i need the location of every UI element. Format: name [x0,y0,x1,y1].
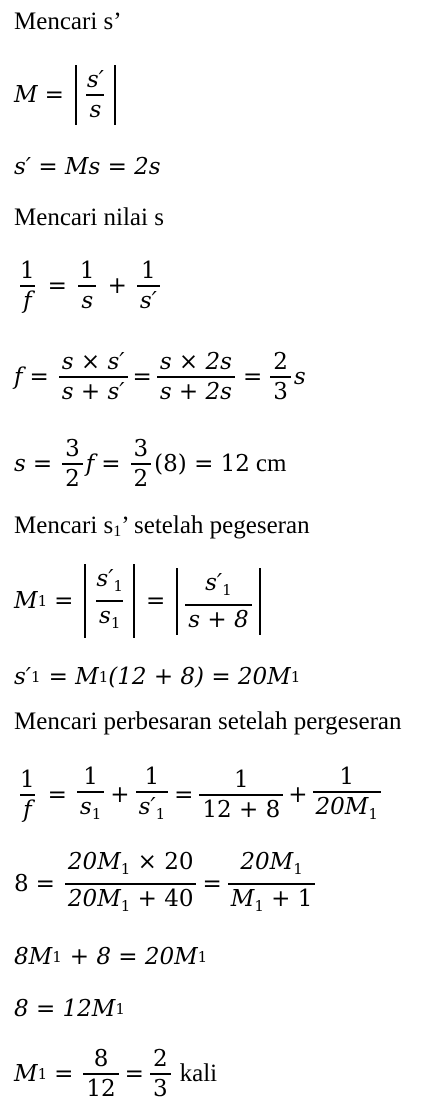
subscript: 1 [155,804,166,823]
denominator: 3 [270,376,291,405]
equation-substitution [14,850,318,918]
fraction [59,349,128,405]
numerator: 3 [65,436,80,462]
equation-s1-prime [14,660,300,694]
heading-find-magnification [14,707,402,737]
numerator: s′ [86,67,104,93]
denominator [228,883,316,919]
equation-expand [14,940,207,974]
fraction [65,849,197,919]
numerator: 2 [273,349,288,375]
numerator: 8 [93,1046,109,1072]
unit-label: cm [255,450,287,477]
numerator: 1 [144,763,160,790]
heading-text: Mencari nilai s [14,204,164,231]
denominator: 12 [83,1073,118,1102]
absolute-value [84,564,135,638]
equation-magnification [14,62,120,128]
equation-lens [14,253,163,319]
subscript: 1 [197,948,208,966]
subscript: 1 [293,860,303,878]
value-8: 8 [14,871,29,897]
fraction [150,1046,171,1102]
symbol: 20M [67,849,121,875]
subscript: 1 [113,577,123,595]
equals: = [242,364,263,390]
heading-text: Mencari s [14,512,114,539]
symbol-s-prime: s′ [14,664,32,690]
numerator: 1 [339,763,354,790]
heading-text: Mencari s’ [14,8,122,35]
fraction [83,1046,118,1102]
plus: + [110,782,130,808]
equals: = [47,782,67,808]
term: + 40 [137,886,194,912]
heading-find-s1-prime [14,511,310,547]
denominator [313,791,381,827]
fraction [228,849,316,919]
denominator: s + s′ [59,376,128,405]
equals: = [29,364,49,390]
subscript: 1 [52,948,62,966]
numerator: 1 [79,258,95,284]
numerator [202,570,235,604]
equation-lens-shifted [14,758,384,832]
fraction [93,566,126,636]
equals: = [32,451,53,477]
denominator: s + 8 [185,604,251,633]
subscript: 1 [31,668,41,686]
term: × 20 [137,849,194,875]
numerator: 1 [20,767,35,793]
heading-text: Mencari perbesaran setelah pergeseran [14,708,402,735]
equals: = [124,1061,144,1087]
absolute-value [75,65,116,125]
equals: = [202,871,222,897]
numerator: 2 [152,1046,168,1072]
numerator: s × s′ [61,349,125,375]
denominator [77,791,104,827]
equals: = [54,1061,74,1087]
term: + 8 = 20M [69,944,198,970]
term: 8M [14,944,53,970]
denominator: 3 [150,1073,171,1102]
denominator: f [20,285,35,314]
term: 8 = 12M [14,996,116,1022]
denominator [96,600,123,636]
denominator: s′ [137,285,160,314]
symbol: s′ [96,566,114,592]
equation-object-distance [14,431,286,497]
equals: = [54,588,74,614]
fraction [157,349,235,405]
symbol: 20M [240,849,294,875]
equation-text: s′ = Ms = 2s [14,154,161,180]
symbol: s′ [205,569,223,596]
subscript: 1 [222,580,232,599]
fraction [77,258,98,314]
fraction [313,764,381,827]
numerator: 1 [20,258,35,284]
numerator: 1 [83,763,98,790]
symbol-f: f [85,451,95,477]
heading-find-s-prime [14,7,122,37]
unit-label: kali [179,1060,218,1087]
equation-focal-length [14,344,306,410]
subscript: 1 [120,897,131,915]
symbol: M [230,886,255,912]
subscript: 1 [37,1065,48,1083]
absolute-value [176,568,260,635]
symbol-M: M [14,1061,38,1087]
denominator: 2 [62,463,83,492]
symbol: 20M [315,793,369,820]
equals: = [101,451,121,477]
equation-text: = M [48,664,99,690]
term: + 1 [271,886,313,912]
heading-text-tail: ’ setelah pegeseran [121,512,310,539]
symbol-M: M [14,82,38,108]
value-text: (8) = 12 [154,451,250,477]
fraction [136,764,169,827]
subscript: 1 [91,804,102,823]
symbol-s: s [293,364,306,390]
fraction [17,258,38,314]
equation-new-magnification [14,563,265,639]
denominator: s [86,94,104,123]
denominator [65,883,197,919]
subscript: 1 [37,592,48,610]
denominator: f [20,794,35,823]
equals: = [44,82,64,108]
plus: + [107,273,127,299]
equals: = [132,364,152,390]
equation-text: (12 + 8) = 20M [108,664,291,690]
symbol: s [79,793,92,820]
subscript: 1 [254,897,264,915]
fraction [199,767,283,823]
plus: + [288,782,308,808]
equals: = [145,588,166,614]
numerator: 1 [141,258,156,284]
symbol-M: M [14,588,38,614]
equation-s-prime [14,150,161,184]
fraction [17,767,38,823]
heading-find-s [14,203,164,233]
subscript: 1 [290,668,301,686]
subscript: 1 [110,614,121,632]
numerator [65,849,197,883]
equals: = [174,782,194,808]
denominator: s [78,285,96,314]
heading-subscript: 1 [113,523,122,540]
denominator: 12 + 8 [199,794,283,823]
numerator: s × 2s [159,349,232,375]
subscript: 1 [98,668,109,686]
denominator [136,791,169,827]
symbol: s [99,603,111,629]
subscript: 1 [120,860,131,878]
fraction [62,436,83,492]
fraction [84,67,107,123]
fraction [185,570,251,633]
numerator: 3 [133,436,149,462]
equation-final-answer [14,1040,217,1108]
fraction [77,764,104,827]
subscript: 1 [368,804,378,823]
numerator: 1 [234,767,249,793]
symbol: s′ [138,793,156,820]
symbol-f: f [14,364,23,390]
subscript: 1 [115,1000,125,1018]
equals: = [47,273,67,299]
fraction [137,258,160,314]
fraction [270,349,291,405]
symbol-s: s [14,451,26,477]
symbol: 20M [67,886,121,912]
equation-simplify [14,992,125,1026]
numerator [237,849,305,883]
numerator [93,566,126,600]
denominator: s + 2s [157,376,235,405]
fraction [131,436,152,492]
denominator: 2 [131,463,152,492]
equals: = [35,871,55,897]
